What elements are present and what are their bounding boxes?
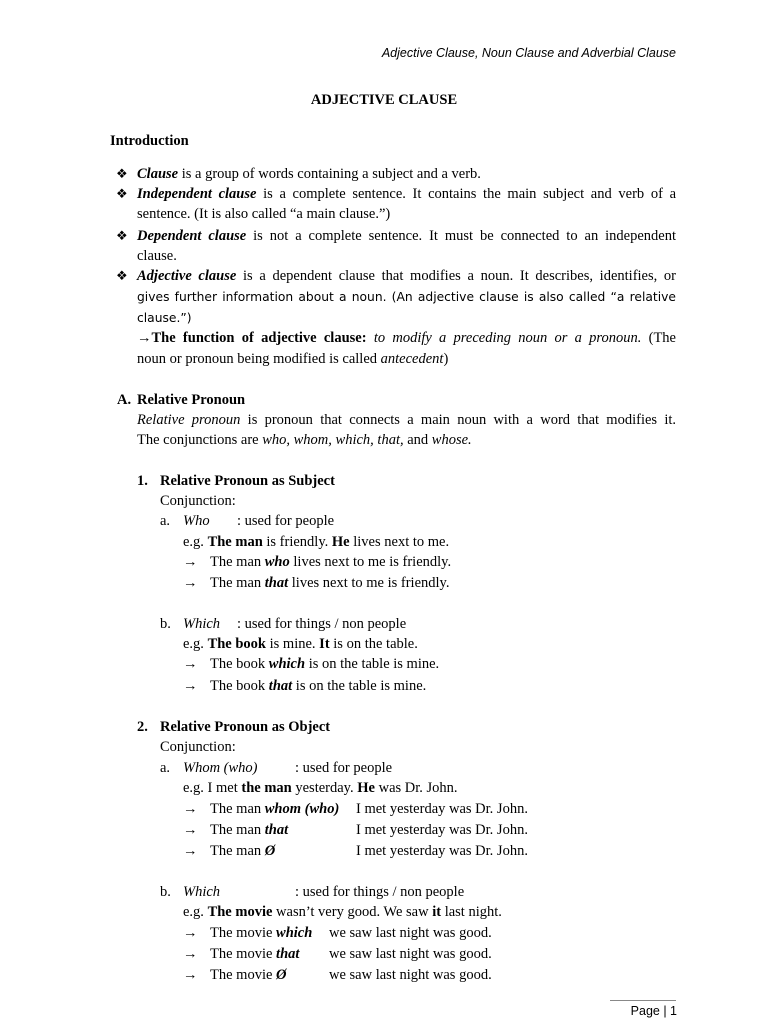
sub1-a-ex2: The man that lives next to me is friendly. <box>210 575 450 591</box>
arrow-icon: → <box>183 967 198 983</box>
arrow-icon: → <box>183 678 198 694</box>
sub1-heading: Relative Pronoun as Subject <box>160 473 335 489</box>
arrow-icon: → <box>183 925 198 941</box>
page-title: ADJECTIVE CLAUSE <box>310 92 458 108</box>
bullet-dependent-clause: Dependent clause is not a complete sentence. It must be connected to an independent <box>137 228 676 244</box>
bullet-icon: ❖ <box>116 166 128 181</box>
function-statement: →The function of adjective clause: to modify a preceding noun or a pronoun. (The <box>137 330 676 346</box>
bullet-dependent-clause-cont: clause. <box>137 248 177 264</box>
sub2-b-label: b. <box>160 884 171 900</box>
sub1-a-label: a. <box>160 513 171 529</box>
section-a-paragraph-cont: The conjunctions are who, whom, which, that, and whose. <box>137 432 472 448</box>
sub2-a-example: e.g. I met the man yesterday. He was Dr. John. <box>183 780 458 796</box>
sub2-a-ex3-tail: I met yesterday was Dr. John. <box>356 843 528 859</box>
sub1-b-ex1: The book which is on the table is mine. <box>210 656 440 672</box>
sub2-b-ex2-head: The movie that <box>210 946 300 962</box>
bullet-icon: ❖ <box>116 228 128 243</box>
sub1-b-ex2: The book that is on the table is mine. <box>210 678 427 694</box>
section-a-label: A. <box>117 392 132 408</box>
sub2-b-ex3-head: The movie Ø <box>210 967 287 983</box>
sub1-b-desc: : used for things / non people <box>237 616 407 632</box>
arrow-icon: → <box>183 822 198 838</box>
sub1-a-ex1: The man who lives next to me is friendly. <box>210 554 452 570</box>
bullet-icon: ❖ <box>116 268 128 283</box>
running-header: Adjective Clause, Noun Clause and Adverbial Clause <box>381 46 676 60</box>
arrow-icon: → <box>183 575 198 591</box>
sub2-heading: Relative Pronoun as Object <box>160 719 331 735</box>
sub2-b-desc: : used for things / non people <box>295 884 465 900</box>
sub2-conjunction: Conjunction: <box>160 739 236 755</box>
sub2-a-word: Whom (who) <box>183 760 258 776</box>
sub1-a-example: e.g. The man is friendly. He lives next to me. <box>183 534 450 550</box>
sub1-b-label: b. <box>160 616 171 632</box>
sub1-b-example: e.g. The book is mine. It is on the table. <box>183 636 418 652</box>
sub1-conjunction: Conjunction: <box>160 493 236 509</box>
sub2-a-desc: : used for people <box>295 760 393 776</box>
sub2-b-ex2-tail: we saw last night was good. <box>329 946 492 962</box>
arrow-icon: → <box>183 554 198 570</box>
bullet-adjective-clause-cont: gives further information about a noun. (An adjective clause is also called “a relative <box>137 290 676 304</box>
introduction-heading: Introduction <box>110 133 189 149</box>
arrow-icon: → <box>183 946 198 962</box>
sub2-a-ex1-head: The man whom (who) <box>210 801 340 817</box>
sub2-a-ex2-head: The man that <box>210 822 289 838</box>
sub2-a-ex3-head: The man Ø <box>210 843 276 859</box>
sub1-b-word: Which <box>183 616 221 632</box>
sub2-a-ex2-tail: I met yesterday was Dr. John. <box>356 822 528 838</box>
section-a-paragraph: Relative pronoun is pronoun that connects a main noun with a word that modifies it. <box>137 412 676 428</box>
sub2-b-ex1-head: The movie which <box>210 925 313 941</box>
bullet-icon: ❖ <box>116 186 128 201</box>
function-statement-cont: noun or pronoun being modified is called antecedent) <box>137 351 449 367</box>
sub2-b-ex1-tail: we saw last night was good. <box>329 925 492 941</box>
bullet-clause: Clause is a group of words containing a subject and a verb. <box>137 166 481 182</box>
sub2-b-word: Which <box>183 884 221 900</box>
bullet-adjective-clause: Adjective clause is a dependent clause that modifies a noun. It describes, identifies, or <box>137 268 677 284</box>
sub2-a-ex1-tail: I met yesterday was Dr. John. <box>356 801 528 817</box>
sub2-a-label: a. <box>160 760 171 776</box>
section-a-heading: Relative Pronoun <box>137 392 246 408</box>
page-number: Page | 1 <box>630 1004 677 1018</box>
sub2-label: 2. <box>137 719 148 735</box>
sub2-b-ex3-tail: we saw last night was good. <box>329 967 492 983</box>
arrow-icon: → <box>183 656 198 672</box>
sub2-b-example: e.g. The movie wasn’t very good. We saw it last night. <box>183 904 502 920</box>
arrow-icon: → <box>183 843 198 859</box>
bullet-independent-clause-cont: sentence. (It is also called “a main clause.”) <box>137 206 391 222</box>
sub1-a-desc: : used for people <box>237 513 335 529</box>
arrow-icon: → <box>183 801 198 817</box>
sub1-label: 1. <box>137 473 148 489</box>
bullet-independent-clause: Independent clause is a complete sentence. It contains the main subject and verb of a <box>137 186 677 202</box>
sub1-a-word: Who <box>183 513 210 529</box>
bullet-adjective-clause-cont2: clause.”) <box>137 311 192 325</box>
footer-divider <box>610 1000 676 1001</box>
